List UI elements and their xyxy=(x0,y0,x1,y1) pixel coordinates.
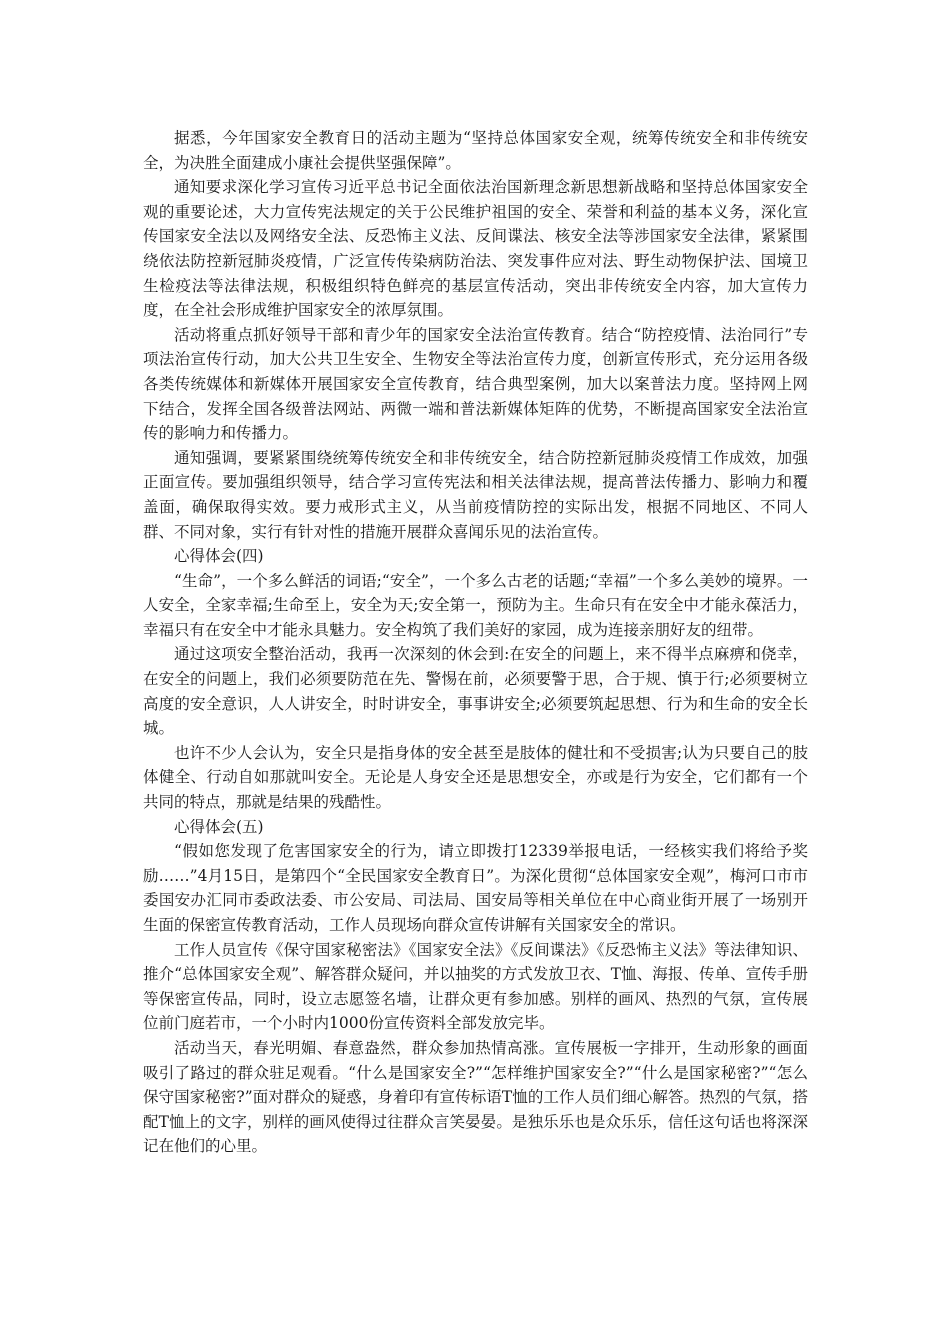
paragraph-notice-emphasis: 通知强调，要紧紧围绕统筹传统安全和非传统安全，结合防控新冠肺炎疫情工作成效，加强正面宣传。要加强组织领导，结合学习宣传宪法和相关法律法规，提高普法传播力、影响力和覆盖面，确保取得实效。要力戒形式主义，从当前疫情防控的实际出发，根据不同地区、不同人群、不同对象，实行有针对性的措施开展群众喜闻乐见的法治宣传。 xyxy=(143,448,808,541)
document-body xyxy=(143,126,808,1159)
paragraph-theme: 据悉，今年国家安全教育日的活动主题为“坚持总体国家安全观，统筹传统安全和非传统安全，为决胜全面建成小康社会提供坚强保障”。 xyxy=(143,129,808,172)
paragraph-staff-publicity: 工作人员宣传《保守国家秘密法》《国家安全法》《反间谍法》《反恐怖主义法》等法律知识、推介“总体国家安全观”、解答群众疑问，并以抽奖的方式发放卫衣、T恤、海报、传单、宣传手册等保密宣传品，同时，设立志愿签名墙，让群众更有参加感。别样的画风、热烈的气氛，宣传展位前门庭若市，一个小时内1000份宣传资料全部发放完毕。 xyxy=(143,940,808,1033)
paragraph-activity-day: 活动当天，春光明媚、春意盎然，群众参加热情高涨。宣传展板一字排开，生动形象的画面吸引了路过的群众驻足观看。“什么是国家安全?”“怎样维护国家安全?”“什么是国家秘密?”“怎么保守国家秘密?”面对群众的疑惑，身着印有宣传标语T恤的工作人员们细心解答。热烈的气氛，搭配T恤上的文字，别样的画风使得过往群众言笑晏晏。是独乐乐也是众乐乐，信任这句话也将深深记在他们的心里。 xyxy=(143,1038,808,1156)
paragraph-hotline: “假如您发现了危害国家安全的行为，请立即拨打12339举报电话，一经核实我们将给予奖励……”4月15日，是第四个“全民国家安全教育日”。为深化贯彻“总体国家安全观”，梅河口市市委国安办汇同市委政法委、市公安局、司法局、国安局等相关单位在中心商业街开展了一场别开生面的保密宣传教育活动，工作人员现场向群众宣传讲解有关国家安全的常识。 xyxy=(143,842,808,934)
section-heading-five: 心得体会(五) xyxy=(174,817,264,836)
paragraph-activity-focus: 活动将重点抓好领导干部和青少年的国家安全法治宣传教育。结合“防控疫情、法治同行”专项法治宣传行动，加大公共卫生安全、生物安全等法治宣传力度，创新宣传形式，充分运用各级各类传统媒体和新媒体开展国家安全宣传教育，结合典型案例，加大以案普法力度。坚持网上网下结合，发挥全国各级普法网站、两微一端和普法新媒体矩阵的优势，不断提高国家安全法治宣传的影响力和传播力。 xyxy=(143,325,808,443)
paragraph-misconception: 也许不少人会认为，安全只是指身体的安全甚至是肢体的健壮和不受损害;认为只要自己的肢体健全、行动自如那就叫安全。无论是人身安全还是思想安全，亦或是行为安全，它们都有一个共同的特点，那就是结果的残酷性。 xyxy=(143,743,808,812)
paragraph-notice-requirements: 通知要求深化学习宣传习近平总书记全面依法治国新理念新思想新战略和坚持总体国家安全观的重要论述，大力宣传宪法规定的关于公民维护祖国的安全、荣誉和利益的基本义务，深化宣传国家安全法以及网络安全法、反恐怖主义法、反间谍法、核安全法等涉国家安全法律，紧紧围绕依法防控新冠肺炎疫情，广泛宣传传染病防治法、突发事件应对法、野生动物保护法、国境卫生检疫法等法律法规，积极组织特色鲜亮的基层宣传活动，突出非传统安全内容，加大宣传力度，在全社会形成维护国家安全的浓厚氛围。 xyxy=(143,178,808,320)
paragraph-rectification: 通过这项安全整治活动，我再一次深刻的休会到:在安全的问题上，来不得半点麻痹和侥幸，在安全的问题上，我们必须要防范在先、警惕在前，必须要警于思，合于规、慎于行;必须要树立高度的安全意识，人人讲安全，时时讲安全，事事讲安全;必须要筑起思想、行为和生命的安全长城。 xyxy=(143,645,808,738)
section-heading-four: 心得体会(四) xyxy=(174,547,264,566)
paragraph-life-safety: “生命”，一个多么鲜活的词语;“安全”，一个多么古老的话题;“幸福”一个多么美妙的境界。一人安全，全家幸福;生命至上，安全为天;安全第一，预防为主。生命只有在安全中才能永葆活力，幸福只有在安全中才能永具魅力。安全构筑了我们美好的家园，成为连接亲朋好友的纽带。 xyxy=(143,571,808,639)
